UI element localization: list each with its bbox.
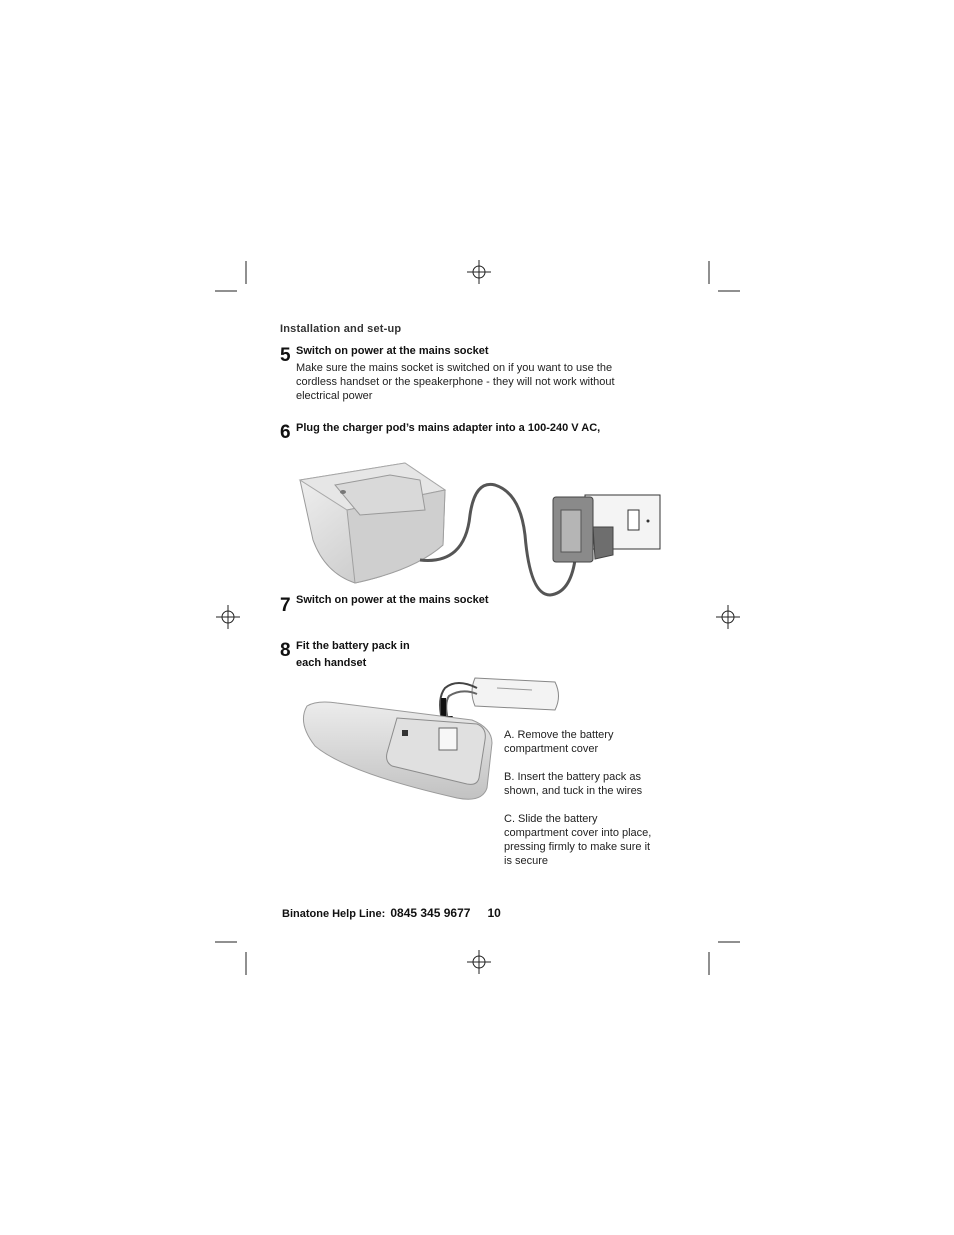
footer — [282, 906, 501, 920]
step-title: Plug the charger pod’s mains adapter into a 100-240 V AC, — [296, 422, 601, 434]
registration-mark-icon — [467, 950, 491, 974]
registration-mark-icon — [216, 605, 240, 629]
help-line-number: 0845 345 9677 — [390, 906, 471, 920]
caption-c: C. Slide the battery compartment cover into place, pressing firmly to make sure it is secure — [504, 813, 652, 867]
step-title: Switch on power at the mains socket — [296, 594, 489, 606]
step-title: Switch on power at the mains socket — [296, 345, 489, 357]
registration-mark-icon — [716, 605, 740, 629]
step-title: Fit the battery pack in each handset — [296, 640, 410, 669]
step-number: 8 — [280, 640, 291, 661]
help-line-label: Binatone Help Line: — [282, 908, 386, 920]
step-number: 6 — [280, 422, 291, 443]
step-body: Make sure the mains socket is switched on if you want to use the cordless handset or the speakerphone - they will not work without electrical power — [296, 362, 615, 402]
step-number: 7 — [280, 595, 291, 616]
page-number: 10 — [487, 906, 501, 920]
charger-pod-illustration — [295, 455, 665, 605]
section-title: Installation and set-up — [280, 323, 402, 335]
registration-mark-icon — [467, 260, 491, 284]
step-number: 5 — [280, 345, 291, 366]
caption-b: B. Insert the battery pack as shown, and tuck in the wires — [504, 771, 643, 797]
caption-a: A. Remove the battery compartment cover — [504, 729, 614, 755]
